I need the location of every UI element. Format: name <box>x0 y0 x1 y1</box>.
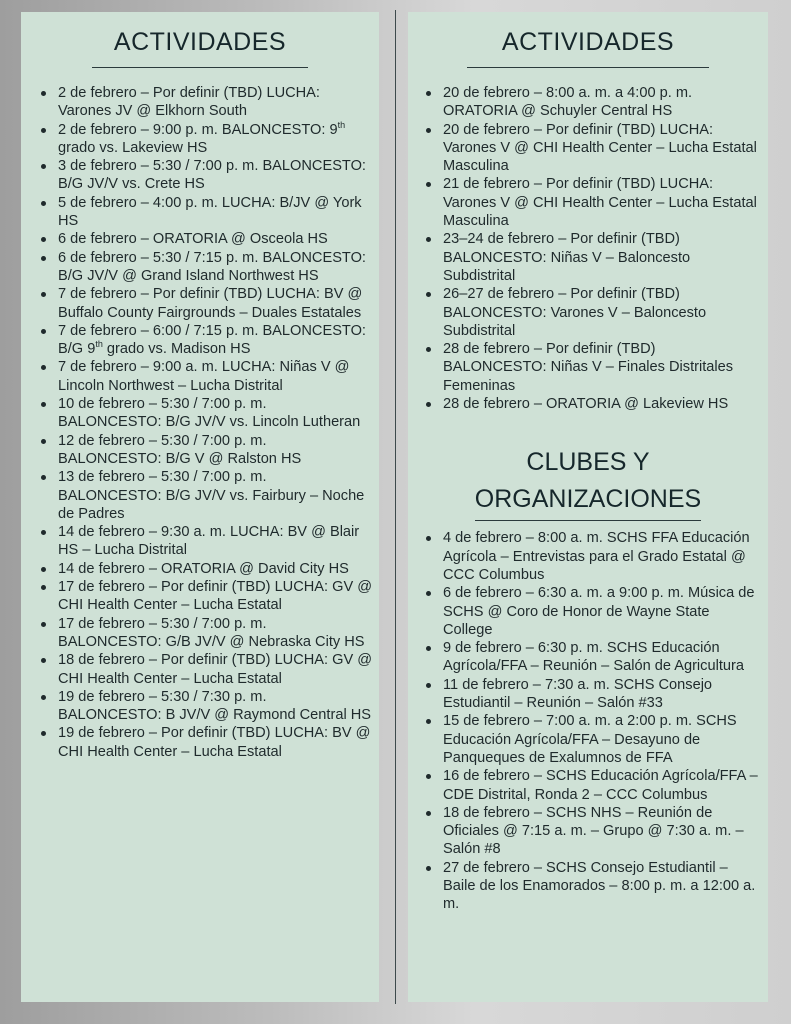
list-item: 11 de febrero – 7:30 a. m. SCHS Consejo Estudiantil – Reunión – Salón #33 <box>408 676 768 713</box>
list-item: 19 de febrero – Por definir (TBD) LUCHA: BV @ CHI Health Center – Lucha Estatal <box>21 724 379 761</box>
list-item: 6 de febrero – 6:30 a. m. a 9:00 p. m. Música de SCHS @ Coro de Honor de Wayne State College <box>408 584 768 639</box>
activities-list-left <box>21 84 379 761</box>
list-item: 16 de febrero – SCHS Educación Agrícola/FFA – CDE Distrital, Ronda 2 – CCC Columbus <box>408 767 768 804</box>
list-item: 2 de febrero – Por definir (TBD) LUCHA: Varones JV @ Elkhorn South <box>21 84 379 121</box>
activities-heading-right: ACTIVIDADES <box>501 28 675 56</box>
list-item: 28 de febrero – ORATORIA @ Lakeview HS <box>408 395 768 413</box>
list-item: 27 de febrero – SCHS Consejo Estudiantil – Baile de los Enamorados – 8:00 p. m. a 12:00 a. m. <box>408 859 768 914</box>
clubs-list <box>408 529 768 913</box>
clubs-heading-line2: ORGANIZACIONES <box>475 481 701 521</box>
list-item: 7 de febrero – Por definir (TBD) LUCHA: BV @ Buffalo County Fairgrounds – Duales Estatales <box>21 285 379 322</box>
list-item: 20 de febrero – 8:00 a. m. a 4:00 p. m. ORATORIA @ Schuyler Central HS <box>408 84 768 121</box>
list-item: 7 de febrero – 6:00 / 7:15 p. m. BALONCESTO: B/G 9th grado vs. Madison HS <box>21 322 379 359</box>
activities-panel-left <box>21 12 379 1002</box>
clubs-heading <box>408 444 768 521</box>
activities-list-right <box>408 84 768 413</box>
activities-heading-left: ACTIVIDADES <box>113 28 287 56</box>
list-item: 5 de febrero – 4:00 p. m. LUCHA: B/JV @ York HS <box>21 194 379 231</box>
list-item: 14 de febrero – ORATORIA @ David City HS <box>21 560 379 578</box>
list-item: 14 de febrero – 9:30 a. m. LUCHA: BV @ Blair HS – Lucha Distrital <box>21 523 379 560</box>
list-item: 6 de febrero – ORATORIA @ Osceola HS <box>21 230 379 248</box>
column-divider <box>395 10 396 1004</box>
list-item: 2 de febrero – 9:00 p. m. BALONCESTO: 9th grado vs. Lakeview HS <box>21 121 379 158</box>
list-item: 10 de febrero – 5:30 / 7:00 p. m. BALONCESTO: B/G JV/V vs. Lincoln Lutheran <box>21 395 379 432</box>
heading-underline-right <box>467 67 709 68</box>
list-item: 17 de febrero – Por definir (TBD) LUCHA: GV @ CHI Health Center – Lucha Estatal <box>21 578 379 615</box>
list-item: 3 de febrero – 5:30 / 7:00 p. m. BALONCESTO: B/G JV/V vs. Crete HS <box>21 157 379 194</box>
list-item: 15 de febrero – 7:00 a. m. a 2:00 p. m. SCHS Educación Agrícola/FFA – Desayuno de Panqueques de Exalumnos de FFA <box>408 712 768 767</box>
list-item: 28 de febrero – Por definir (TBD) BALONCESTO: Niñas V – Finales Distritales Femeninas <box>408 340 768 395</box>
list-item: 19 de febrero – 5:30 / 7:30 p. m. BALONCESTO: B JV/V @ Raymond Central HS <box>21 688 379 725</box>
list-item: 7 de febrero – 9:00 a. m. LUCHA: Niñas V @ Lincoln Northwest – Lucha Distrital <box>21 358 379 395</box>
list-item: 12 de febrero – 5:30 / 7:00 p. m. BALONCESTO: B/G V @ Ralston HS <box>21 432 379 469</box>
activities-panel-right <box>408 12 768 1002</box>
list-item: 23–24 de febrero – Por definir (TBD) BALONCESTO: Niñas V – Baloncesto Subdistrital <box>408 230 768 285</box>
list-item: 18 de febrero – SCHS NHS – Reunión de Oficiales @ 7:15 a. m. – Grupo @ 7:30 a. m. – Salón #8 <box>408 804 768 859</box>
list-item: 20 de febrero – Por definir (TBD) LUCHA: Varones V @ CHI Health Center – Lucha Estatal Masculina <box>408 121 768 176</box>
clubs-heading-line1: CLUBES Y <box>526 448 650 477</box>
list-item: 26–27 de febrero – Por definir (TBD) BALONCESTO: Varones V – Baloncesto Subdistrital <box>408 285 768 340</box>
list-item: 17 de febrero – 5:30 / 7:00 p. m. BALONCESTO: G/B JV/V @ Nebraska City HS <box>21 615 379 652</box>
list-item: 18 de febrero – Por definir (TBD) LUCHA: GV @ CHI Health Center – Lucha Estatal <box>21 651 379 688</box>
heading-underline-left <box>92 67 308 68</box>
list-item: 13 de febrero – 5:30 / 7:00 p. m. BALONCESTO: B/G JV/V vs. Fairbury – Noche de Padres <box>21 468 379 523</box>
list-item: 21 de febrero – Por definir (TBD) LUCHA: Varones V @ CHI Health Center – Lucha Estatal Masculina <box>408 175 768 230</box>
list-item: 9 de febrero – 6:30 p. m. SCHS Educación Agrícola/FFA – Reunión – Salón de Agricultura <box>408 639 768 676</box>
list-item: 6 de febrero – 5:30 / 7:15 p. m. BALONCESTO: B/G JV/V @ Grand Island Northwest HS <box>21 249 379 286</box>
list-item: 4 de febrero – 8:00 a. m. SCHS FFA Educación Agrícola – Entrevistas para el Grado Estatal @ CCC Columbus <box>408 529 768 584</box>
